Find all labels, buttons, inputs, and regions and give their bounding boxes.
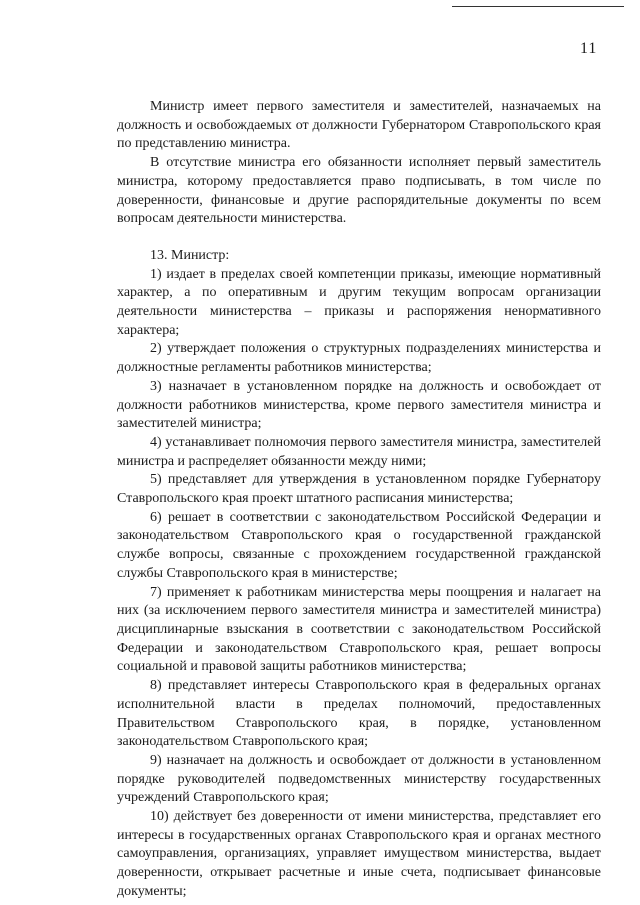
- list-item-8: 8) представляет интересы Ставропольского края в федеральных органах исполнительной власти в пределах полномочий, предоставленных Правительством Ставропольского края, в порядке, установленном законодательством Ставропольского края;: [117, 678, 601, 750]
- paragraph-deputies: Министр имеет первого заместителя и заместителей, назначаемых на должность и освобождаемых от должности Губернатором Ставропольского края по представлению министра.: [117, 99, 601, 152]
- list-item-4: 4) устанавливает полномочия первого заместителя министра, заместителей министра и распределяет обязанности между ними;: [117, 434, 601, 469]
- top-rule: [452, 6, 624, 7]
- list-item-6: 6) решает в соответствии с законодательством Российской Федерации и законодательством Ставропольского края о государственной гражданской службе вопросы, связанные с прохождением государственной гражданской службы Ставропольского края в министерстве;: [117, 509, 601, 581]
- list-item-2: 2) утверждает положения о структурных подразделениях министерства и должностные регламенты работников министерства;: [117, 341, 601, 376]
- list-item-5: 5) представляет для утверждения в установленном порядке Губернатору Ставропольского края проект штатного расписания министерства;: [117, 472, 601, 507]
- paragraph-absence: В отсутствие министра его обязанности исполняет первый заместитель министра, которому предоставляется право подписывать, в том числе по доверенности, финансовые и другие распорядительные документы по всем вопросам деятельности министерства.: [117, 155, 601, 227]
- document-body: [117, 98, 601, 902]
- list-item-10: 10) действует без доверенности от имени министерства, представляет его интересы в государственных органах Ставропольского края и органах местного самоуправления, организациях, управляет имуществом министерства, выдает доверенности, открывает расчетные и иные счета, подписывает финансовые документы;: [117, 809, 601, 899]
- list-item-1: 1) издает в пределах своей компетенции приказы, имеющие нормативный характер, а по оперативным и другим текущим вопросам организации деятельности министерства – приказы и распоряжения ненормативного характера;: [117, 266, 601, 338]
- list-item-9: 9) назначает на должность и освобождает от должности в установленном порядке руководителей подведомственных министерству государственных учреждений Ставропольского края;: [117, 752, 601, 806]
- list-item-7: 7) применяет к работникам министерства меры поощрения и налагает на них (за исключением первого заместителя министра и заместителей министра) дисциплинарные взыскания в соответствии с законодательством Российской Федерации и законодательством Ставропольского края, решает вопросы социальной и правовой защиты работников министерства;: [117, 584, 601, 675]
- section-heading-13: 13. Министр:: [150, 247, 230, 263]
- page-number: 11: [580, 40, 598, 57]
- list-item-3: 3) назначает в установленном порядке на должность и освобождает от должности работников министерства, кроме первого заместителя министра и заместителей министра;: [117, 378, 601, 432]
